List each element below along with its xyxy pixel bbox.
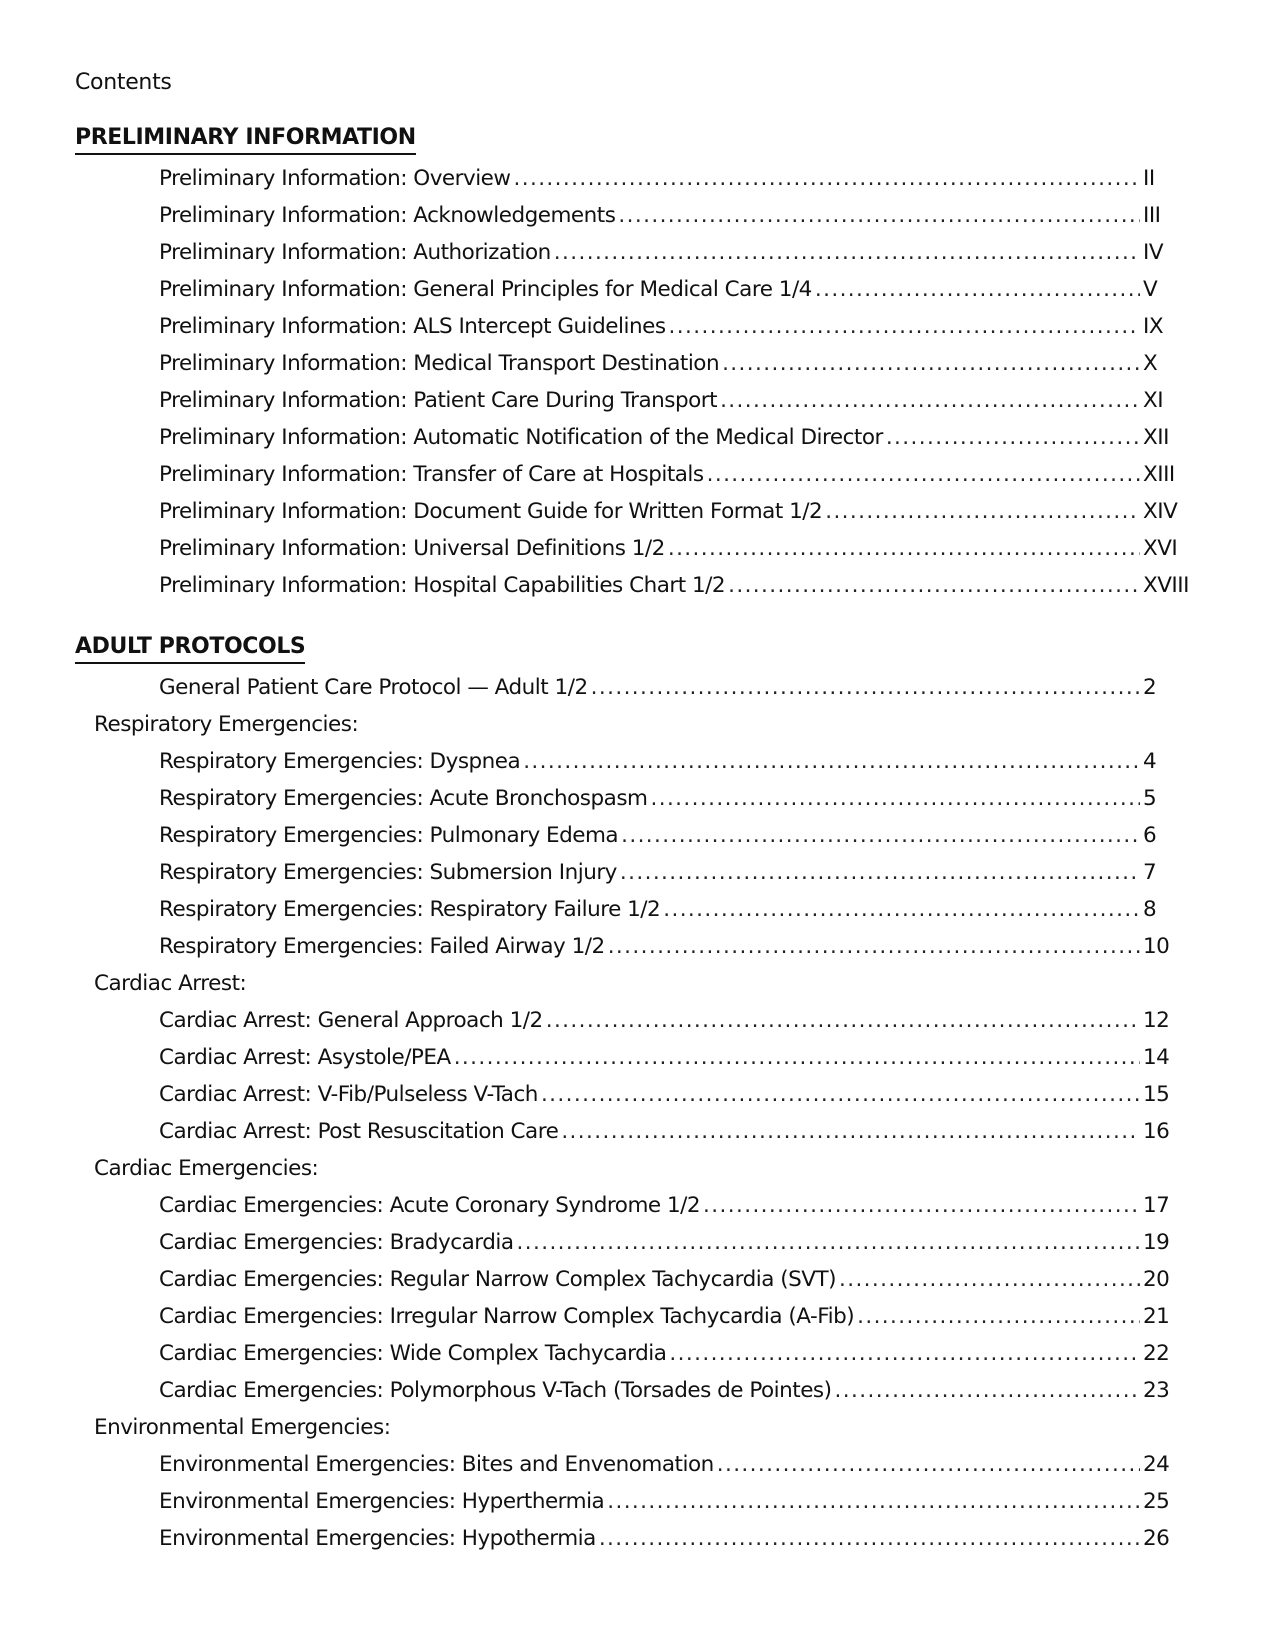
toc-entry-title: Environmental Emergencies: Bites and Envenomation (159, 1452, 714, 1477)
dot-leader (591, 673, 1140, 703)
toc-entry-link[interactable] (159, 1524, 1189, 1561)
toc-entry-title: Cardiac Emergencies: Regular Narrow Complex Tachycardia (SVT) (159, 1267, 836, 1292)
toc-group-label (94, 1154, 318, 1191)
toc-entry-link[interactable] (159, 386, 1189, 423)
toc-entry-link[interactable] (159, 497, 1189, 534)
toc-group-label (94, 710, 358, 747)
toc-entry-link[interactable] (159, 1043, 1189, 1080)
toc-entry-title: Cardiac Emergencies: Bradycardia (159, 1230, 514, 1255)
dot-leader (650, 784, 1140, 814)
toc-entry-title: Respiratory Emergencies: Dyspnea (159, 749, 521, 774)
toc-entry-link[interactable] (159, 312, 1189, 349)
toc-entry-title: Respiratory Emergencies: Respiratory Failure 1/2 (159, 897, 661, 922)
toc-entry-link[interactable] (159, 932, 1189, 969)
toc-entry-link[interactable] (159, 1080, 1189, 1117)
toc-entry-link[interactable] (159, 1487, 1189, 1524)
toc-entry-link[interactable] (159, 895, 1189, 932)
page-number: 25 (1143, 1489, 1170, 1514)
page-number: 10 (1143, 934, 1170, 959)
toc-entry-title: Cardiac Emergencies: Wide Complex Tachycardia (159, 1341, 667, 1366)
page-number: XVI (1143, 536, 1178, 561)
page-number: XII (1143, 425, 1169, 450)
page-number: 15 (1143, 1082, 1170, 1107)
page-title: Contents (75, 70, 172, 95)
toc-entry-title: Respiratory Emergencies: Failed Airway 1/2 (159, 934, 605, 959)
toc-entry-title: Preliminary Information: Medical Transport Destination (159, 351, 720, 376)
dot-leader (517, 1228, 1140, 1258)
page-number: 26 (1143, 1526, 1170, 1551)
page-number: XIII (1143, 462, 1175, 487)
page-number: 22 (1143, 1341, 1170, 1366)
toc-entry-link[interactable] (159, 1339, 1189, 1376)
dot-leader (599, 1524, 1140, 1554)
toc-entry-link[interactable] (159, 673, 1189, 710)
dot-leader (514, 164, 1141, 194)
page-number: 8 (1143, 897, 1157, 922)
dot-leader (561, 1117, 1140, 1147)
toc-entry-link[interactable] (159, 534, 1189, 571)
toc-entry-title: Respiratory Emergencies: Submersion Injury (159, 860, 617, 885)
page-number: V (1143, 277, 1158, 302)
toc-entry-title: Cardiac Emergencies: (94, 1156, 319, 1181)
page-number: IX (1143, 314, 1164, 339)
toc-group-label (94, 1413, 390, 1450)
toc-entry-title: Preliminary Information: Acknowledgements (159, 203, 616, 228)
page-number: 24 (1143, 1452, 1170, 1477)
toc-entry-title: Preliminary Information: Document Guide for Written Format 1/2 (159, 499, 823, 524)
page-number: II (1143, 166, 1155, 191)
toc-entry-link[interactable] (159, 164, 1189, 201)
page-number: XI (1143, 388, 1164, 413)
dot-leader (608, 932, 1140, 962)
toc-entry-title: Environmental Emergencies: (94, 1415, 391, 1440)
page-number: 17 (1143, 1193, 1170, 1218)
dot-leader (728, 571, 1140, 601)
toc-entry-title: Respiratory Emergencies: Pulmonary Edema (159, 823, 619, 848)
dot-leader (825, 497, 1140, 527)
page-number: X (1143, 351, 1158, 376)
dot-leader (668, 534, 1140, 564)
toc-entry-link[interactable] (159, 1191, 1189, 1228)
dot-leader (554, 238, 1140, 268)
toc-entry-title: Cardiac Arrest: V-Fib/Pulseless V-Tach (159, 1082, 538, 1107)
toc-entry-title: Preliminary Information: Automatic Notification of the Medical Director (159, 425, 883, 450)
dot-leader (717, 1450, 1140, 1480)
page-number: IV (1143, 240, 1164, 265)
toc-entry-link[interactable] (159, 821, 1189, 858)
toc-entry-title: Preliminary Information: Overview (159, 166, 511, 191)
toc-entry-link[interactable] (159, 1302, 1189, 1339)
toc-entry-link[interactable] (159, 1265, 1189, 1302)
page-number: 7 (1143, 860, 1157, 885)
dot-leader (707, 460, 1140, 490)
toc-entry-link[interactable] (159, 571, 1189, 608)
page-number: 6 (1143, 823, 1157, 848)
toc-entry-title: Cardiac Arrest: Asystole/PEA (159, 1045, 451, 1070)
toc-entry-link[interactable] (159, 1450, 1189, 1487)
page-number: 4 (1143, 749, 1157, 774)
dot-leader (815, 275, 1140, 305)
page-number: 16 (1143, 1119, 1170, 1144)
toc-entry-link[interactable] (159, 858, 1189, 895)
page-number: 12 (1143, 1008, 1170, 1033)
dot-leader (703, 1191, 1140, 1221)
toc-entry-title: Preliminary Information: ALS Intercept Guidelines (159, 314, 666, 339)
toc-entry-title: Preliminary Information: Authorization (159, 240, 551, 265)
dot-leader (720, 386, 1140, 416)
page-number: 23 (1143, 1378, 1170, 1403)
toc-entry-link[interactable] (159, 1376, 1189, 1413)
toc-entry-title: General Patient Care Protocol — Adult 1/2 (159, 675, 588, 700)
dot-leader (541, 1080, 1140, 1110)
toc-entry-link[interactable] (159, 1006, 1189, 1043)
toc-entry-title: Preliminary Information: Hospital Capabilities Chart 1/2 (159, 573, 726, 598)
dot-leader (454, 1043, 1140, 1073)
dot-leader (886, 423, 1140, 453)
toc-entry-link[interactable] (159, 238, 1189, 275)
dot-leader (722, 349, 1140, 379)
toc-group-label (94, 969, 246, 1006)
dot-leader (663, 895, 1140, 925)
page-number: XVIII (1143, 573, 1189, 598)
toc-entry-title: Preliminary Information: General Principles for Medical Care 1/4 (159, 277, 812, 302)
toc-entry-link[interactable] (159, 1117, 1189, 1154)
dot-leader (620, 858, 1140, 888)
page-number: 21 (1143, 1304, 1170, 1329)
dot-leader (618, 201, 1140, 231)
dot-leader (835, 1376, 1140, 1406)
toc-entry-title: Environmental Emergencies: Hypothermia (159, 1526, 596, 1551)
dot-leader (523, 747, 1140, 777)
toc-entry-title: Cardiac Arrest: (94, 971, 247, 996)
page-number: 19 (1143, 1230, 1170, 1255)
section-heading-adult-protocols[interactable]: ADULT PROTOCOLS (75, 633, 305, 664)
page-number: XIV (1143, 499, 1178, 524)
dot-leader (857, 1302, 1140, 1332)
toc-entry-title: Cardiac Arrest: Post Resuscitation Care (159, 1119, 559, 1144)
toc-entry-title: Preliminary Information: Patient Care During Transport (159, 388, 718, 413)
toc-entry-title: Preliminary Information: Universal Definitions 1/2 (159, 536, 665, 561)
toc-entry-title: Cardiac Emergencies: Irregular Narrow Complex Tachycardia (A-Fib) (159, 1304, 855, 1329)
dot-leader (669, 1339, 1140, 1369)
toc-entry-title: Cardiac Emergencies: Polymorphous V-Tach (Torsades de Pointes) (159, 1378, 832, 1403)
page-number: 14 (1143, 1045, 1170, 1070)
page-number: 5 (1143, 786, 1157, 811)
dot-leader (669, 312, 1140, 342)
toc-entry-link[interactable] (159, 275, 1189, 312)
toc-entry-link[interactable] (159, 784, 1189, 821)
section-heading-preliminary[interactable]: PRELIMINARY INFORMATION (75, 124, 416, 155)
toc-entry-title: Preliminary Information: Transfer of Care at Hospitals (159, 462, 704, 487)
page-number: 2 (1143, 675, 1157, 700)
dot-leader (839, 1265, 1140, 1295)
toc-entry-link[interactable] (159, 201, 1189, 238)
toc-entry-link[interactable] (159, 423, 1189, 460)
toc-entry-title: Cardiac Emergencies: Acute Coronary Syndrome 1/2 (159, 1193, 701, 1218)
toc-entry-title: Respiratory Emergencies: (94, 712, 359, 737)
toc-entry-link[interactable] (159, 349, 1189, 386)
page-number: III (1143, 203, 1161, 228)
dot-leader (607, 1487, 1140, 1517)
page-number: 20 (1143, 1267, 1170, 1292)
toc-entry-link[interactable] (159, 1228, 1189, 1265)
dot-leader (621, 821, 1140, 851)
dot-leader (546, 1006, 1140, 1036)
toc-entry-title: Cardiac Arrest: General Approach 1/2 (159, 1008, 543, 1033)
toc-entry-link[interactable] (159, 460, 1189, 497)
toc-entry-link[interactable] (159, 747, 1189, 784)
toc-entry-title: Respiratory Emergencies: Acute Bronchospasm (159, 786, 648, 811)
toc-entry-title: Environmental Emergencies: Hyperthermia (159, 1489, 605, 1514)
